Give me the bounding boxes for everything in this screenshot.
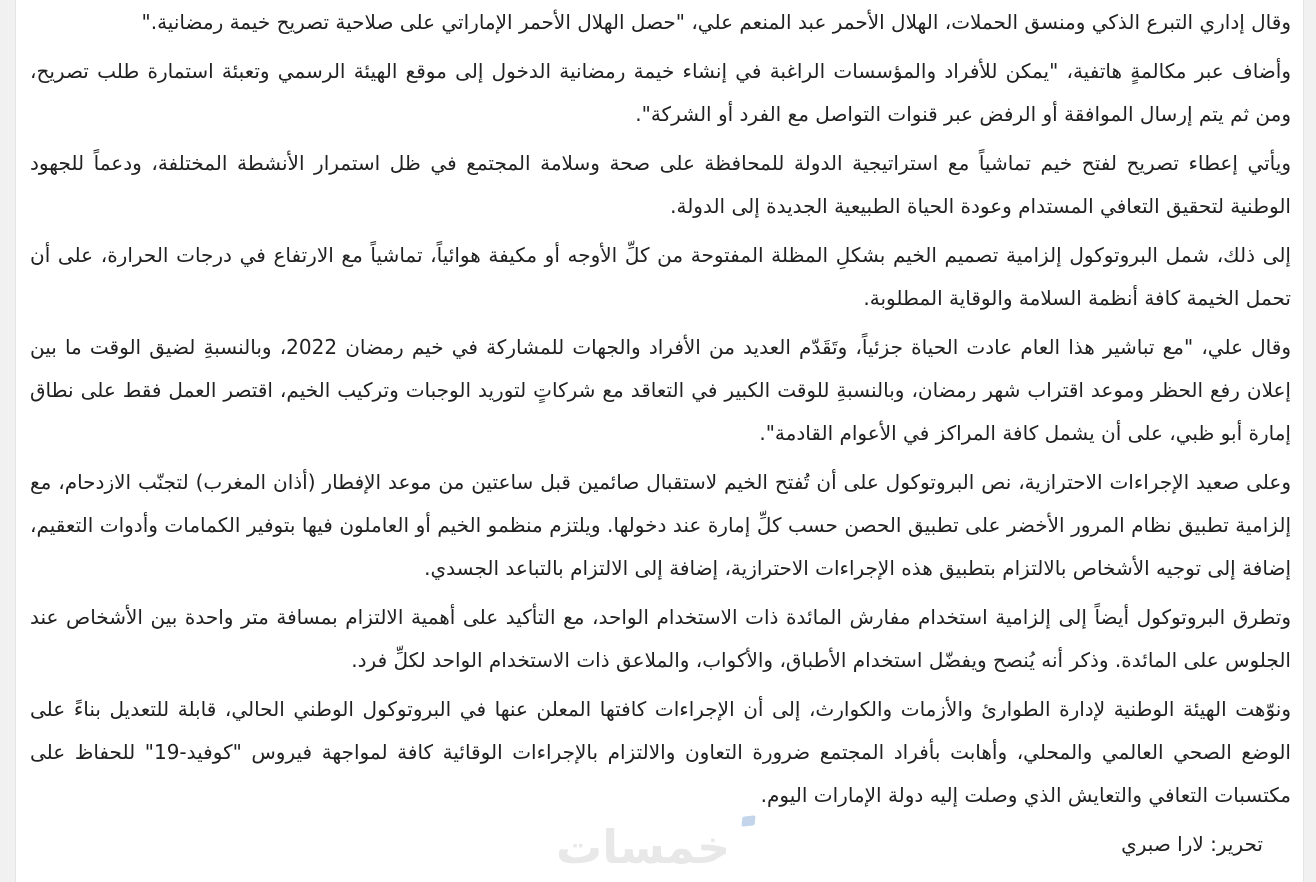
paragraph-3: ويأتي إعطاء تصريح لفتح خيم تماشياً مع استراتيجية الدولة للمحافظة على صحة وسلامة المجتمع في ظل استمرار الأنشطة المختلفة، ودعماً للجهود الوطنية لتحقيق التعافي المستدام وعودة الحياة الطبيعية الجديدة إلى الدولة. xyxy=(30,151,1291,218)
article-body xyxy=(30,1,1291,817)
paragraph-2: وأضاف عبر مكالمةٍ هاتفية، "يمكن للأفراد والمؤسسات الراغبة في إنشاء خيمة رمضانية الدخول إلى موقع الهيئة الرسمي وتعبئة استمارة طلب تصريح، ومن ثم يتم إرسال الموافقة أو الرفض عبر قنوات التواصل مع الفرد أو الشركة". xyxy=(30,59,1291,126)
paragraph-1: وقال إداري التبرع الذكي ومنسق الحملات، الهلال الأحمر عبد المنعم علي، "حصل الهلال الأحمر الإماراتي على صلاحية تصريح خيمة رمضانية." xyxy=(141,10,1291,34)
paragraph-4: إلى ذلك، شمل البروتوكول إلزامية تصميم الخيم بشكلِ المظلة المفتوحة من كلِّ الأوجه أو مكيفة هوائياً، تماشياً مع الارتفاع في درجات الحرارة، على أن تحمل الخيمة كافة أنظمة السلامة والوقاية المطلوبة. xyxy=(30,243,1291,310)
khamsat-watermark: خمسات xyxy=(556,820,731,874)
article-page xyxy=(15,0,1304,882)
byline: تحرير: لارا صبري xyxy=(1121,832,1263,856)
paragraph-6: وعلى صعيد الإجراءات الاحترازية، نص البروتوكول على أن تُفتح الخيم لاستقبال صائمين قبل ساعتين من موعد الإفطار (أذان المغرب) لتجنّب الازدحام، مع إلزامية تطبيق نظام المرور الأخضر على تطبيق الحصن حسب كلِّ إمارة عند دخولها. ويلتزم منظمو الخيم أو العاملون فيها بتوفير الكمامات وأدوات التعقيم، إضافة إلى توجيه الأشخاص بالالتزام بتطبيق هذه الإجراءات الاحترازية، إضافة إلى الالتزام بالتباعد الجسدي. xyxy=(30,470,1291,580)
paragraph-7: وتطرق البروتوكول أيضاً إلى إلزامية استخدام مفارش المائدة ذات الاستخدام الواحد، مع التأكيد على أهمية الالتزام بمسافة متر واحدة بين الأشخاص عند الجلوس على المائدة. وذكر أنه يُنصح ويفضّل استخدام الأطباق، والأكواب، والملاعق ذات الاستخدام الواحد لكلِّ فرد. xyxy=(30,605,1291,672)
paragraph-5: وقال علي، "مع تباشير هذا العام عادت الحياة جزئياً، وتَقَدّم العديد من الأفراد والجهات للمشاركة في خيم رمضان 2022، وبالنسبةِ لضيق الوقت ما بين إعلان رفع الحظر وموعد اقتراب شهر رمضان، وبالنسبةِ للوقت الكبير في التعاقد مع شركاتٍ لتوريد الوجبات وتركيب الخيم، اقتصر العمل فقط على نطاق إمارة أبو ظبي، على أن يشمل كافة المراكز في الأعوام القادمة". xyxy=(30,335,1291,445)
paragraph-8: ونوّهت الهيئة الوطنية لإدارة الطوارئ والأزمات والكوارث، إلى أن الإجراءات كافتها المعلن عنها في البروتوكول الوطني الحالي، قابلة للتعديل بناءً على الوضع الصحي العالمي والمحلي، وأهابت بأفراد المجتمع ضرورة التعاون والالتزام بالإجراءات الوقائية كافة لمواجهة فيروس "كوفيد-19" للحفاظ على مكتسبات التعافي والتعايش الذي وصلت إليه دولة الإمارات اليوم. xyxy=(30,697,1291,807)
